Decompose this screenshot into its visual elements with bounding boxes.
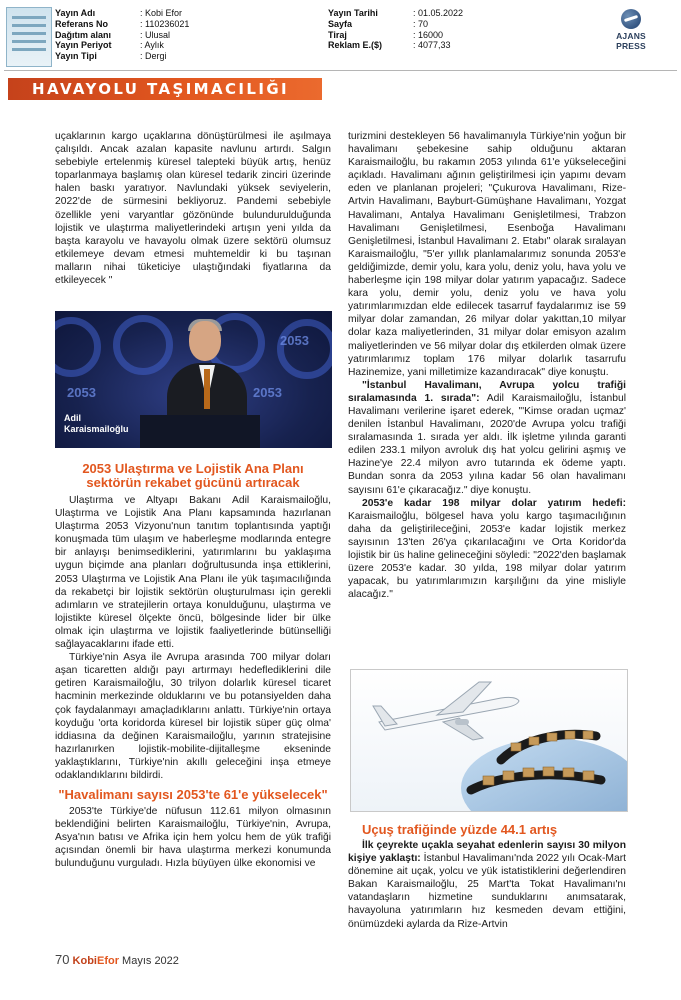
podium	[140, 415, 260, 448]
body-paragraph: 2053'e kadar 198 milyar dolar yatırım hedefi: Karaismailoğlu, bölgesel hava yolu kargo taşımacılığının daha da geliştirileceğini, 2053'e kadar lojistik merkez sayısının 13'ten 26'ya çıkarılacağını ve Orta Koridor'da lojistik bir üs haline gelineceğini söyledi: "2022'den başlamak üzere 2053'e kadar. 30 yılda, 198 milyar dolar yatırım yapacak, bu yatırımlarımızın karşılığını da yine misliyle alacağız."	[348, 497, 626, 601]
publication-meta-left	[55, 8, 189, 62]
meta-row: Reklam E.($) : 4077,33	[328, 40, 451, 51]
photo-caption: Adil Karaismailoğlu	[64, 413, 129, 434]
brand-name: Kobi	[72, 955, 97, 967]
page-number: 70	[55, 952, 70, 967]
cargo-plane-illustration	[350, 669, 628, 812]
airplane-and-conveyor-graphic	[351, 670, 627, 811]
section-banner	[8, 78, 322, 100]
heading-airport-count: "Havalimanı sayısı 2053'te 61'e yükselecek"	[58, 787, 328, 803]
left-column-body	[55, 462, 331, 871]
intro-paragraph: uçaklarının kargo uçaklarına dönüştürülmesi ile aşılmaya çalışıldı. Ancak azalan kapasite navlunu artırdı. Salgın sebebiyle ertelenmiş küresel talepteki büyük artış, henüz toparlanmaya başlamış olan küresel tedarik zinciri üzerinde halen baskı yaratıyor. Navlundaki yüksek seviyelerin, 2022'de de sürmesini bekliyoruz. Pandemi sebebiyle özellikle yeni varyantlar gözönünde bulundurulduğunda lojistik ve ulaştırma maliyetlerindeki artışın yeni yılda da başta karayolu ve havayolu olmak üzere sektörü olumsuz etkilemeye devam etmesi muhtemeldir ki bu taşınan malların nihai tüketiciye ulaştığındaki fiyatlarına da etkileyecek "	[55, 131, 331, 287]
meta-row: Sayfa : 70	[328, 18, 429, 29]
ajans-press-logo: AJANS PRESS	[600, 9, 662, 51]
minister-photo: 2053 2053 2053	[55, 311, 332, 448]
section-title: HAVAYOLU TAŞIMACILIĞI	[32, 80, 290, 98]
heading-2053-plan: 2053 Ulaştırma ve Lojistik Ana Planı sektörün rekabet gücünü artıracak	[82, 461, 304, 490]
body-paragraph: turizmini destekleyen 56 havalimanıyla Türkiye'nin yoğun bir havalimanı şebekesine sahip olduğunu aktaran Karaismailoğlu, bu rakamın 2053 yılında 61'e yükseleceğini açıkladı. Havalimanı ağının geliştirilmesi için yapımı devam eden ve planlanan projeleri; "Çukurova Havalimanı, Rize-Artvin Havalimanı, Bayburt-Gümüşhane Havalimanı, Yozgat Havalimanı, Antalya Havalimanı Genişletilmesi, Trabzon Havalimanı Genişletilmesi, Esenboğa Havalimanı Genişletilmesi, İstanbul Havalimanı 2. Etabı" olarak sıralayan Karaismailoğlu, "5'er yıllık planlamalarımız sonunda 2053'e geldiğimizde, demir yolu, kara yolu, deniz yolu, hava yolu ve haberleşme için 198 milyar dolar yatırım yapacağız. Sadece kara yolu, demir yolu, deniz yolu ve hava yolu yatırımlarımızdan elde edilecek tasarruf faydalarımız ise 59 milyar dolar zamandan, 26 milyar dolar yakıttan,10 milyar dolar kaza maliyetlerinden, 31 milyar dolar emisyon azalım maliyetlerinden ve 56 milyar dolar dış etkilerden olmak üzere yatırımlarımız toplam 176 milyar dolarlık tasarrufu Hazinemize, yani milletimize kazandıracak" diye konuştu.	[348, 131, 626, 378]
body-paragraph: 2053'te Türkiye'de nüfusun 112.61 milyon olmasının beklendiğini belirten Karaismailoğlu, Türkiye'nin, Avrupa, Asya'nın batısı ve Afrika için hem yolcu hem de yük trafiği açısından önemli bir hava ulaştırma merkezi konumunda bulunduğunu vurguladı. Hızla büyüyen ülke ekonomisi ve	[55, 806, 331, 870]
header-divider	[4, 70, 677, 71]
body-paragraph: "İstanbul Havalimanı, Avrupa yolcu trafiği sıralamasında 1. sırada": Adil Karaismailoğlu, İstanbul Havalimanı verilerine işaret ederek, "'Kimse oradan uçmaz' denilen İstanbul Havalimanı, 2020'de Avrupa yolcu trafiği sıralamasında 1. sırada yer aldı. İlk işletme yılında garanti edilen 233.1 milyon avroluk dış hat yolcu gelirini aşmış ve Hazine'ye 22.4 milyon avro tutarında ek ödeme yaptı. Bundan sonra da 2053 yılına kadar 56 olan havalimanı sayısını 61'e çıkaracağız." diye konuştu.	[348, 379, 626, 496]
right-column-bottom	[348, 823, 626, 931]
publication-meta-right	[328, 8, 463, 51]
right-column-top	[348, 130, 626, 601]
globe-icon	[621, 9, 641, 29]
meta-row: Yayın Periyot : Aylık	[55, 40, 164, 51]
page-footer: 70 KobiEfor Mayıs 2022	[55, 952, 179, 967]
body-paragraph: Türkiye'nin Asya ile Avrupa arasında 700 milyar doları aşan ticaretten aldığı payı artırmayı hedeflediklerini dile getiren Karaismailoğlu, 30 trilyon dolarlık küresel ticaret hacminin merkezinde olduklarını ve bu potansiyelden daha çok faydalanmayı amaçladıklarını anlattı. Türkiye'nin ortaya koyduğu 'orta koridorda küresel bir lojistik süper güç olma' iddiasına da değinen Karaismailoğlu, yarının stratejisine hazırlanırken lojistik-mobilite-dijitalleşme ekseninde yaklaştıklarını, Türkiye'nin akıllı geleceğini inşa etmeye odaklandıklarını bildirdi.	[55, 652, 331, 781]
meta-row: Dağıtım alanı : Ulusal	[55, 29, 171, 40]
meta-row: Referans No : 110236021	[55, 18, 190, 29]
meta-row: Yayın Tipi : Dergi	[55, 51, 167, 62]
issue-date: Mayıs 2022	[122, 955, 179, 967]
meta-row: Yayın Adı : Kobi Efor	[55, 8, 183, 18]
meta-row: Tiraj : 16000	[328, 29, 444, 40]
page-thumbnail	[6, 7, 52, 67]
meta-row: Yayın Tarihi : 01.05.2022	[328, 8, 464, 18]
left-column-intro	[55, 130, 331, 287]
heading-flight-traffic: Uçuş trafiğinde yüzde 44.1 artış	[362, 822, 558, 837]
body-paragraph: İlk çeyrekte uçakla seyahat edenlerin sayısı 30 milyon kişiye yaklaştı: İstanbul Havalimanı'nda 2022 yılı Ocak-Mart dönemine ait uçak, yolcu ve yük istatistiklerini değerlendiren Bakan Karaismailoğlu, 25 Mart'ta Tokat Havalimanı'nı vatandaşların hizmetine sunduklarını anımsatarak, havayoluna yatırımların hız kesmeden devam ettiğini, önümüzdeki aylarda da Rize-Artvin	[348, 840, 627, 930]
body-paragraph: Ulaştırma ve Altyapı Bakanı Adil Karaismailoğlu, Ulaştırma ve Lojistik Ana Planı kapsamında hazırlanan Ulaştırma 2053 Vizyonu'nun tanıtım toplantısında yaptığı konuşmada tüm ulaşım ve haberleşme modlarında entegre bir anlayışı benimsediklerini, yatırımlarını bu yaklaşıma uygun biçimde ana planları doğrultusunda inşa ettiklerini, 2053 Ulaştırma ve Lojistik Ana Planı ile yük taşımacılığında da rekabetçi bir lojistik sektörün oluşturulması için gerekli adımların ve stratejilerin ortaya konulduğunu, ulaştırma ve lojistikte küresel ölçekte öncü, bölgesinde lider bir ülke olmak için ulaştırma ve lojistik faaliyetlerinde bütünselliği sağlayacaklarını ifade etti.	[55, 495, 331, 651]
